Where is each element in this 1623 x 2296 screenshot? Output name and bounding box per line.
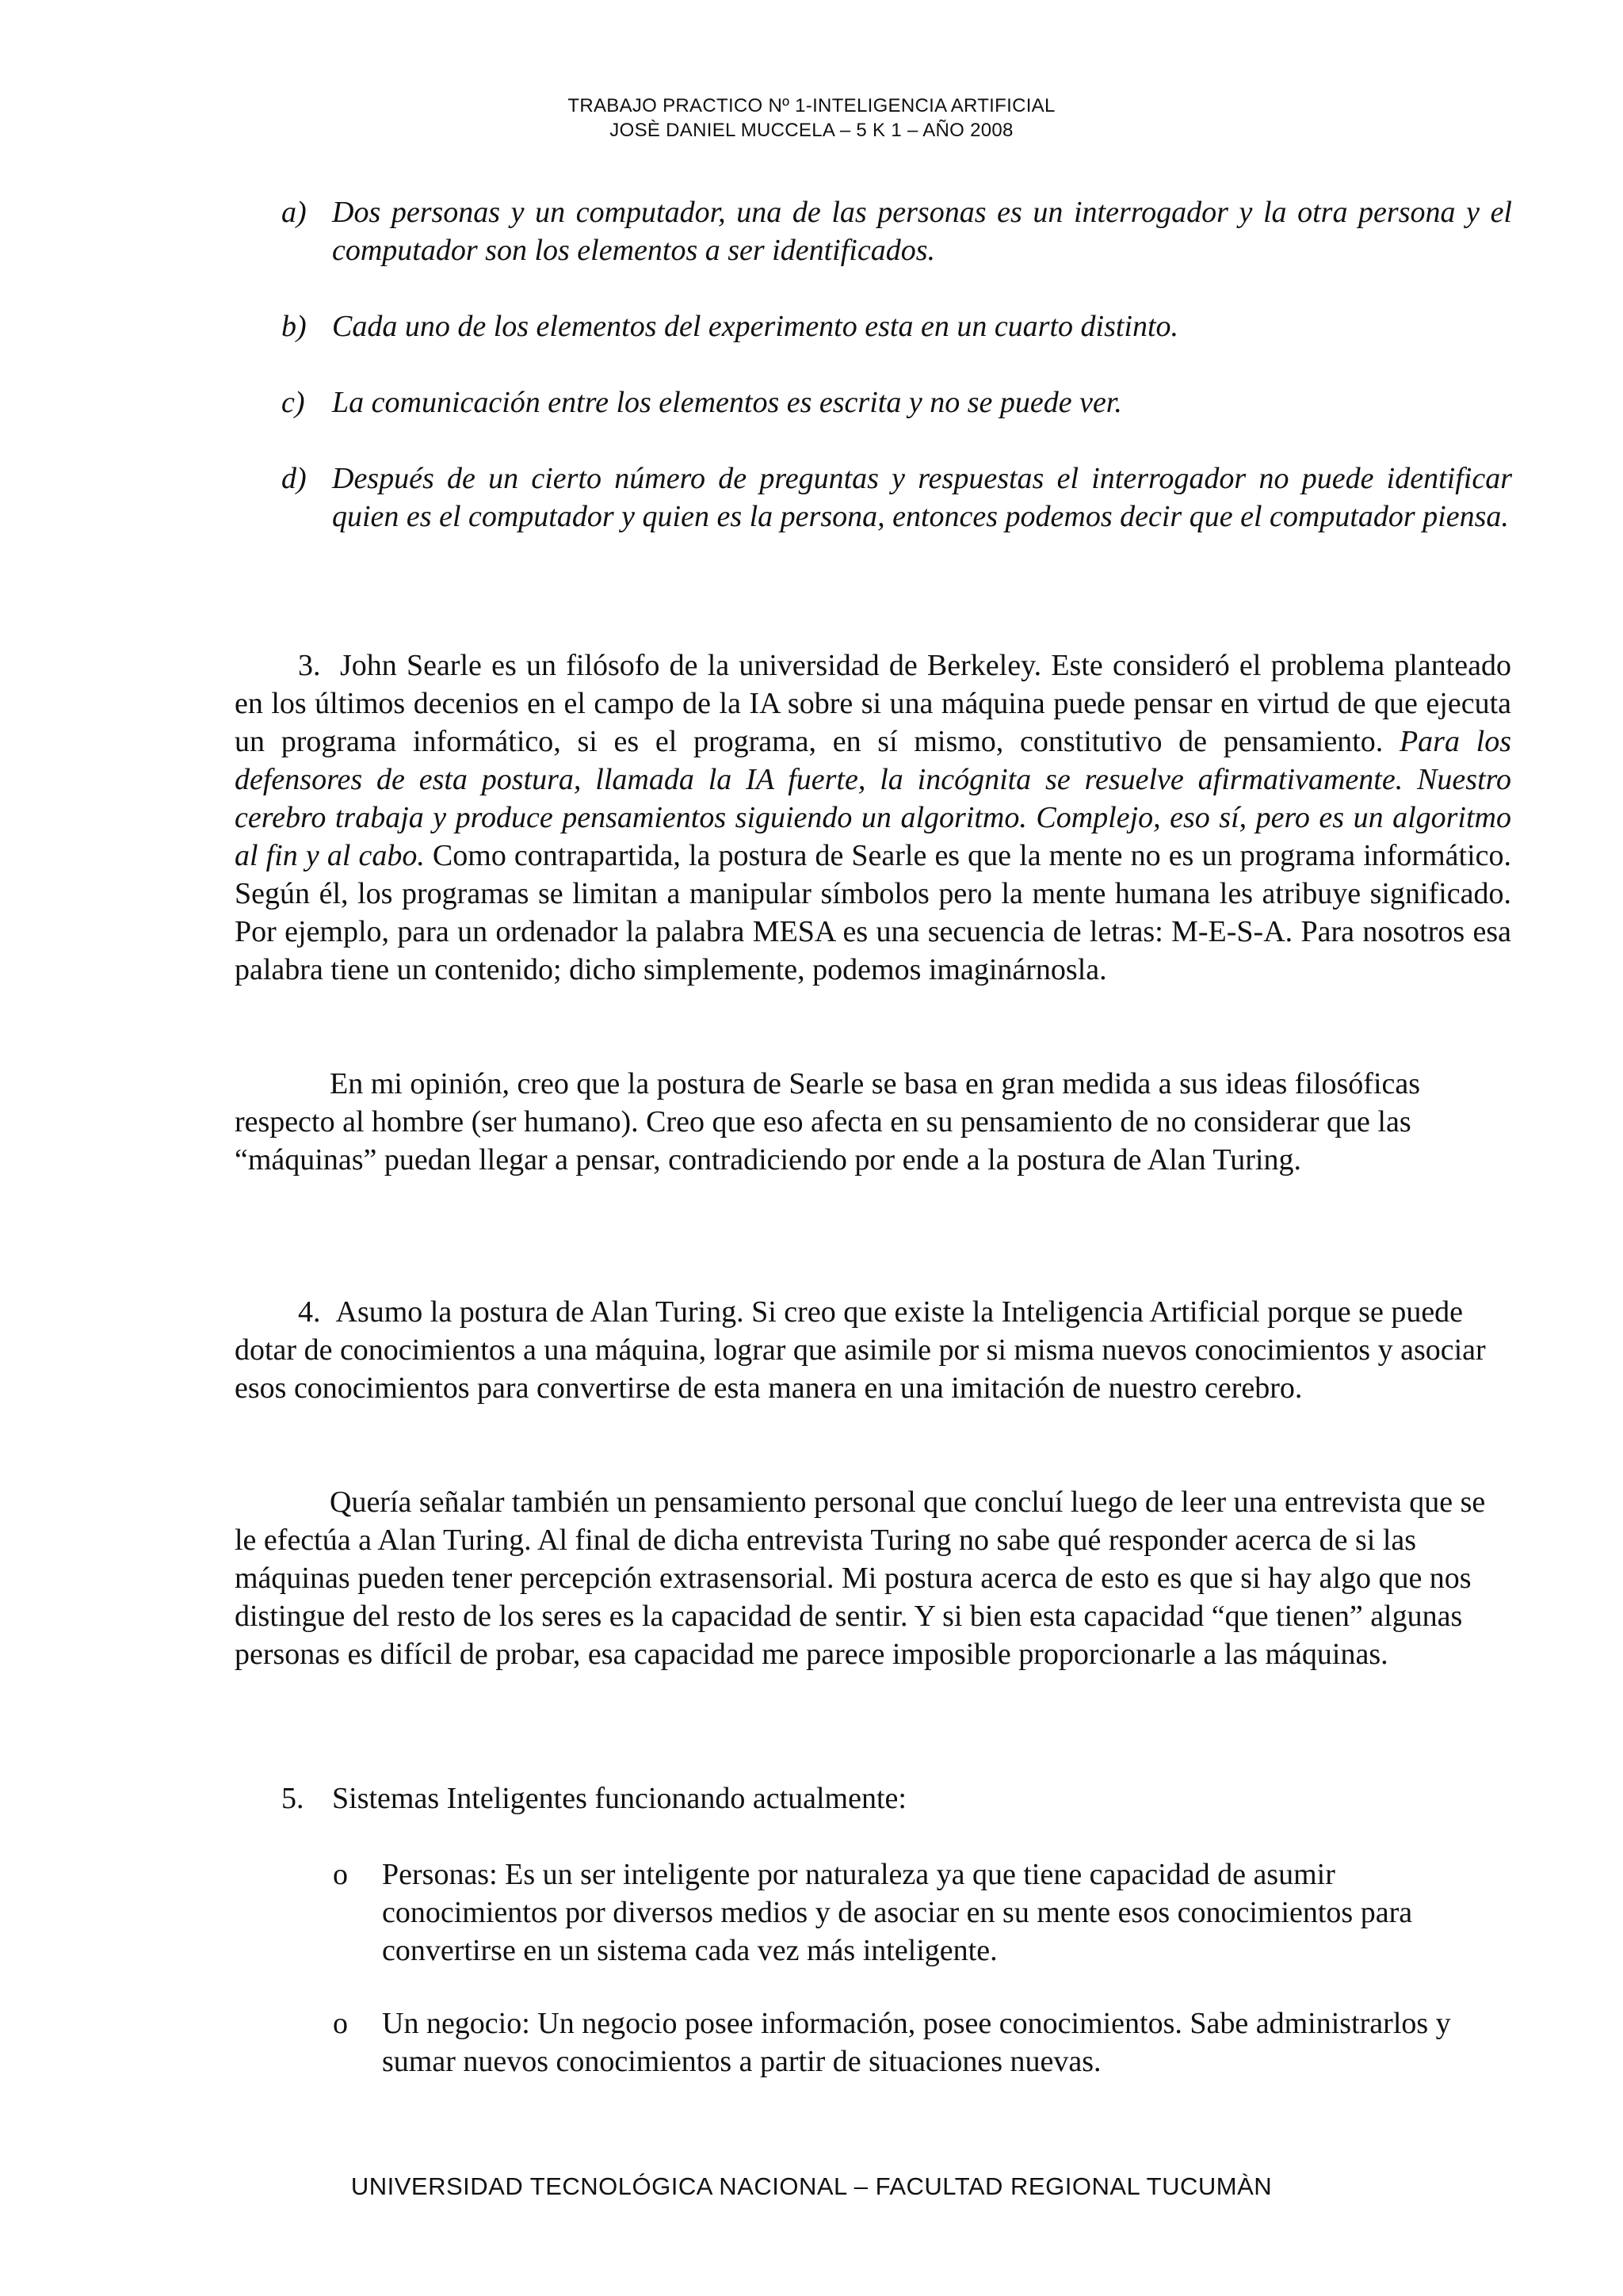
opinion-paragraph-2 — [235, 1483, 1511, 1673]
list-label: d) — [281, 462, 307, 495]
list-text: Cada uno de los elementos del experimento esta en un cuarto distinto. — [332, 310, 1179, 343]
section-number: 5. — [281, 1782, 304, 1815]
section-5-heading — [281, 1779, 907, 1817]
page-header — [0, 93, 1623, 143]
list-text: La comunicación entre los elementos es escrita y no se puede ver. — [332, 386, 1122, 419]
section-3-text-italic: Para los defensores de esta postura, llamada la IA fuerte, la incógnita se resuelve afirmativamente. Nuestro cerebro trabaja y produce pensamientos siguiendo un algoritmo. Complejo, eso sí, pero es un algoritmo al fin y al cabo. — [235, 725, 1511, 872]
section-3-paragraph — [235, 646, 1511, 989]
list-label: c) — [281, 386, 305, 419]
header-title: TRABAJO PRACTICO Nº 1-INTELIGENCIA ARTIFICIAL — [567, 95, 1056, 116]
list-item-b — [281, 307, 1512, 345]
bullet-item-negocio — [333, 2004, 1506, 2081]
section-number: 4. — [298, 1295, 321, 1329]
section-number: 3. — [298, 649, 321, 682]
list-text: Dos personas y un computador, una de las personas es un interrogador y la otra persona y el computador son los elementos a ser identificados. — [332, 196, 1512, 267]
bullet-text: Un negocio: Un negocio posee información, posee conocimientos. Sabe administrarlos y sumar nuevos conocimientos a partir de situaciones nuevas. — [382, 2007, 1451, 2078]
section-4-text: Asumo la postura de Alan Turing. Si creo que existe la Inteligencia Artificial porque se puede dotar de conocimientos a una máquina, lograr que asimile por si misma nuevos conocimientos y asociar esos conocimientos para convertirse de esta manera en una imitación de nuestro cerebro. — [235, 1295, 1486, 1405]
bullet-item-personas — [333, 1855, 1506, 1970]
list-item-d — [281, 460, 1512, 536]
header-author: JOSÈ DANIEL MUCCELA – 5 K 1 – AÑO 2008 — [609, 120, 1014, 141]
opinion-text: Quería señalar también un pensamiento personal que concluí luego de leer una entrevista que se le efectúa a Alan Turing. Al final de dicha entrevista Turing no sabe qué responder acerca de si las máquinas pueden tener percepción extrasensorial. Mi postura acerca de esto es que si hay algo que nos distingue del resto de los seres es la capacidad de sentir. Y si bien esta capacidad “que tienen” algunas personas es difícil de probar, esa capacidad me parece imposible proporcionarle a las máquinas. — [235, 1486, 1486, 1671]
opinion-text: En mi opinión, creo que la postura de Searle se basa en gran medida a sus ideas filosóficas respecto al hombre (ser humano). Creo que eso afecta en su pensamiento de no considerar que las “máquinas” puedan llegar a pensar, contradiciendo por ende a la postura de Alan Turing. — [235, 1067, 1421, 1177]
list-label: a) — [281, 196, 307, 229]
section-4-paragraph — [235, 1293, 1511, 1407]
list-label: b) — [281, 310, 307, 343]
list-item-c — [281, 383, 1512, 421]
bullet-marker: o — [333, 2007, 348, 2040]
list-text: Después de un cierto número de preguntas y respuestas el interrogador no puede identificar quien es el computador y quien es la persona, entonces podemos decir que el computador piensa. — [332, 462, 1512, 533]
section-5-title: Sistemas Inteligentes funcionando actualmente: — [332, 1782, 907, 1815]
list-item-a — [281, 193, 1512, 269]
bullet-marker: o — [333, 1858, 348, 1891]
opinion-paragraph-1 — [235, 1065, 1511, 1179]
section-3-text-start: John Searle es un filósofo de la universidad de Berkeley. Este consideró el problema planteado en los últimos decenios en el campo de la IA sobre si una máquina puede pensar en virtud de que ejecuta un programa informático, si es el programa, en sí mismo, constitutivo de pensamiento. — [235, 649, 1512, 758]
section-3-text-end: Como contrapartida, la postura de Searle es que la mente no es un programa informático. Según él, los programas se limitan a manipular símbolos pero la mente humana les atribuye significado. Por ejemplo, para un ordenador la palabra MESA es una secuencia de letras: M-E-S-A. Para nosotros esa palabra tiene un contenido; dicho simplemente, podemos imaginárnosla. — [235, 839, 1511, 986]
bullet-text: Personas: Es un ser inteligente por naturaleza ya que tiene capacidad de asumir conocimientos por diversos medios y de asociar en su mente esos conocimientos para convertirse en un sistema cada vez más inteligente. — [382, 1858, 1413, 1967]
page-footer: UNIVERSIDAD TECNOLÓGICA NACIONAL – FACULTAD REGIONAL TUCUMÀN — [350, 2172, 1273, 2200]
